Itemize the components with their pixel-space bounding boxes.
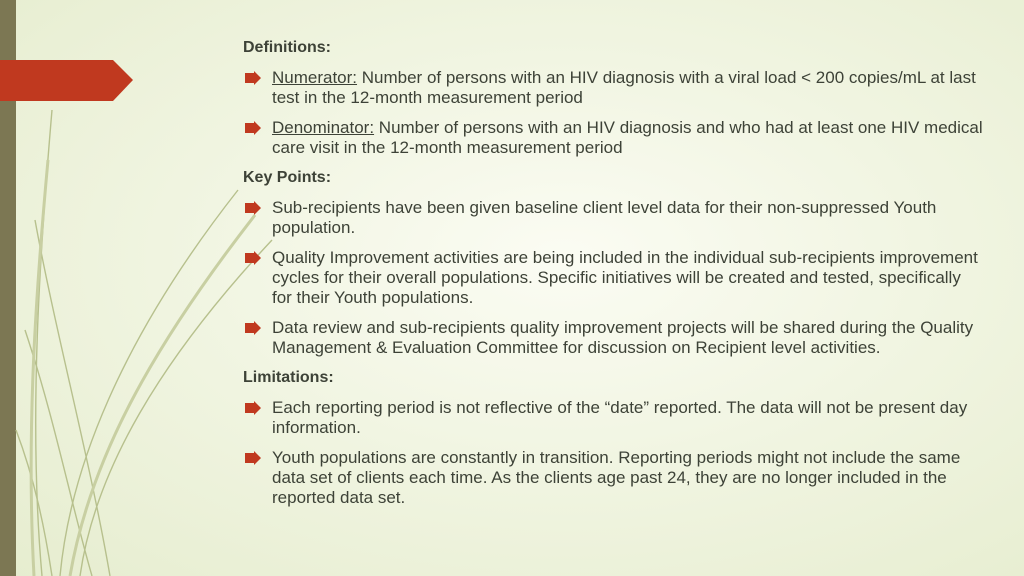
title-accent-arrow — [0, 60, 133, 101]
arrow-bullet-icon — [245, 451, 261, 465]
limitation-text: Each reporting period is not reflective of the “date” reported. The data will not be present day information. — [272, 398, 968, 437]
key-point-text: Data review and sub-recipients quality improvement projects will be shared during the Quality Management & Evaluation Committee for discussion on Recipient level activities. — [272, 318, 974, 357]
numerator-definition: Number of persons with an HIV diagnosis with a viral load < 200 copies/mL at last test in the 12-month measurement period — [272, 68, 976, 107]
list-item — [243, 248, 983, 308]
arrow-bullet-icon — [245, 401, 261, 415]
slide-content — [243, 38, 983, 518]
arrow-bullet-icon — [245, 201, 261, 215]
denominator-term: Denominator: — [272, 118, 375, 137]
arrow-bullet-icon — [245, 121, 261, 135]
limitations-heading: Limitations: — [243, 369, 334, 386]
list-item — [243, 118, 983, 158]
list-item — [243, 198, 983, 238]
denominator-definition: Number of persons with an HIV diagnosis and who had at least one HIV medical care visit in the 12-month measurement period — [272, 118, 983, 157]
list-item — [243, 318, 983, 358]
list-item — [243, 448, 983, 508]
arrow-bullet-icon — [245, 251, 261, 265]
key-points-heading: Key Points: — [243, 169, 332, 186]
limitation-text: Youth populations are constantly in transition. Reporting periods might not include the same data set of clients each time. As the clients age past 24, they are no longer included in the reported data set. — [272, 448, 961, 507]
list-item — [243, 398, 983, 438]
key-point-text: Quality Improvement activities are being included in the individual sub-recipients improvement cycles for their overall populations. Specific initiatives will be created and tested, specifically for their Youth populations. — [272, 248, 978, 307]
list-item — [243, 68, 983, 108]
key-point-text: Sub-recipients have been given baseline client level data for their non-suppressed Youth population. — [272, 198, 937, 237]
definitions-heading: Definitions: — [243, 39, 331, 56]
arrow-bullet-icon — [245, 321, 261, 335]
numerator-term: Numerator: — [272, 68, 358, 87]
arrow-bullet-icon — [245, 71, 261, 85]
